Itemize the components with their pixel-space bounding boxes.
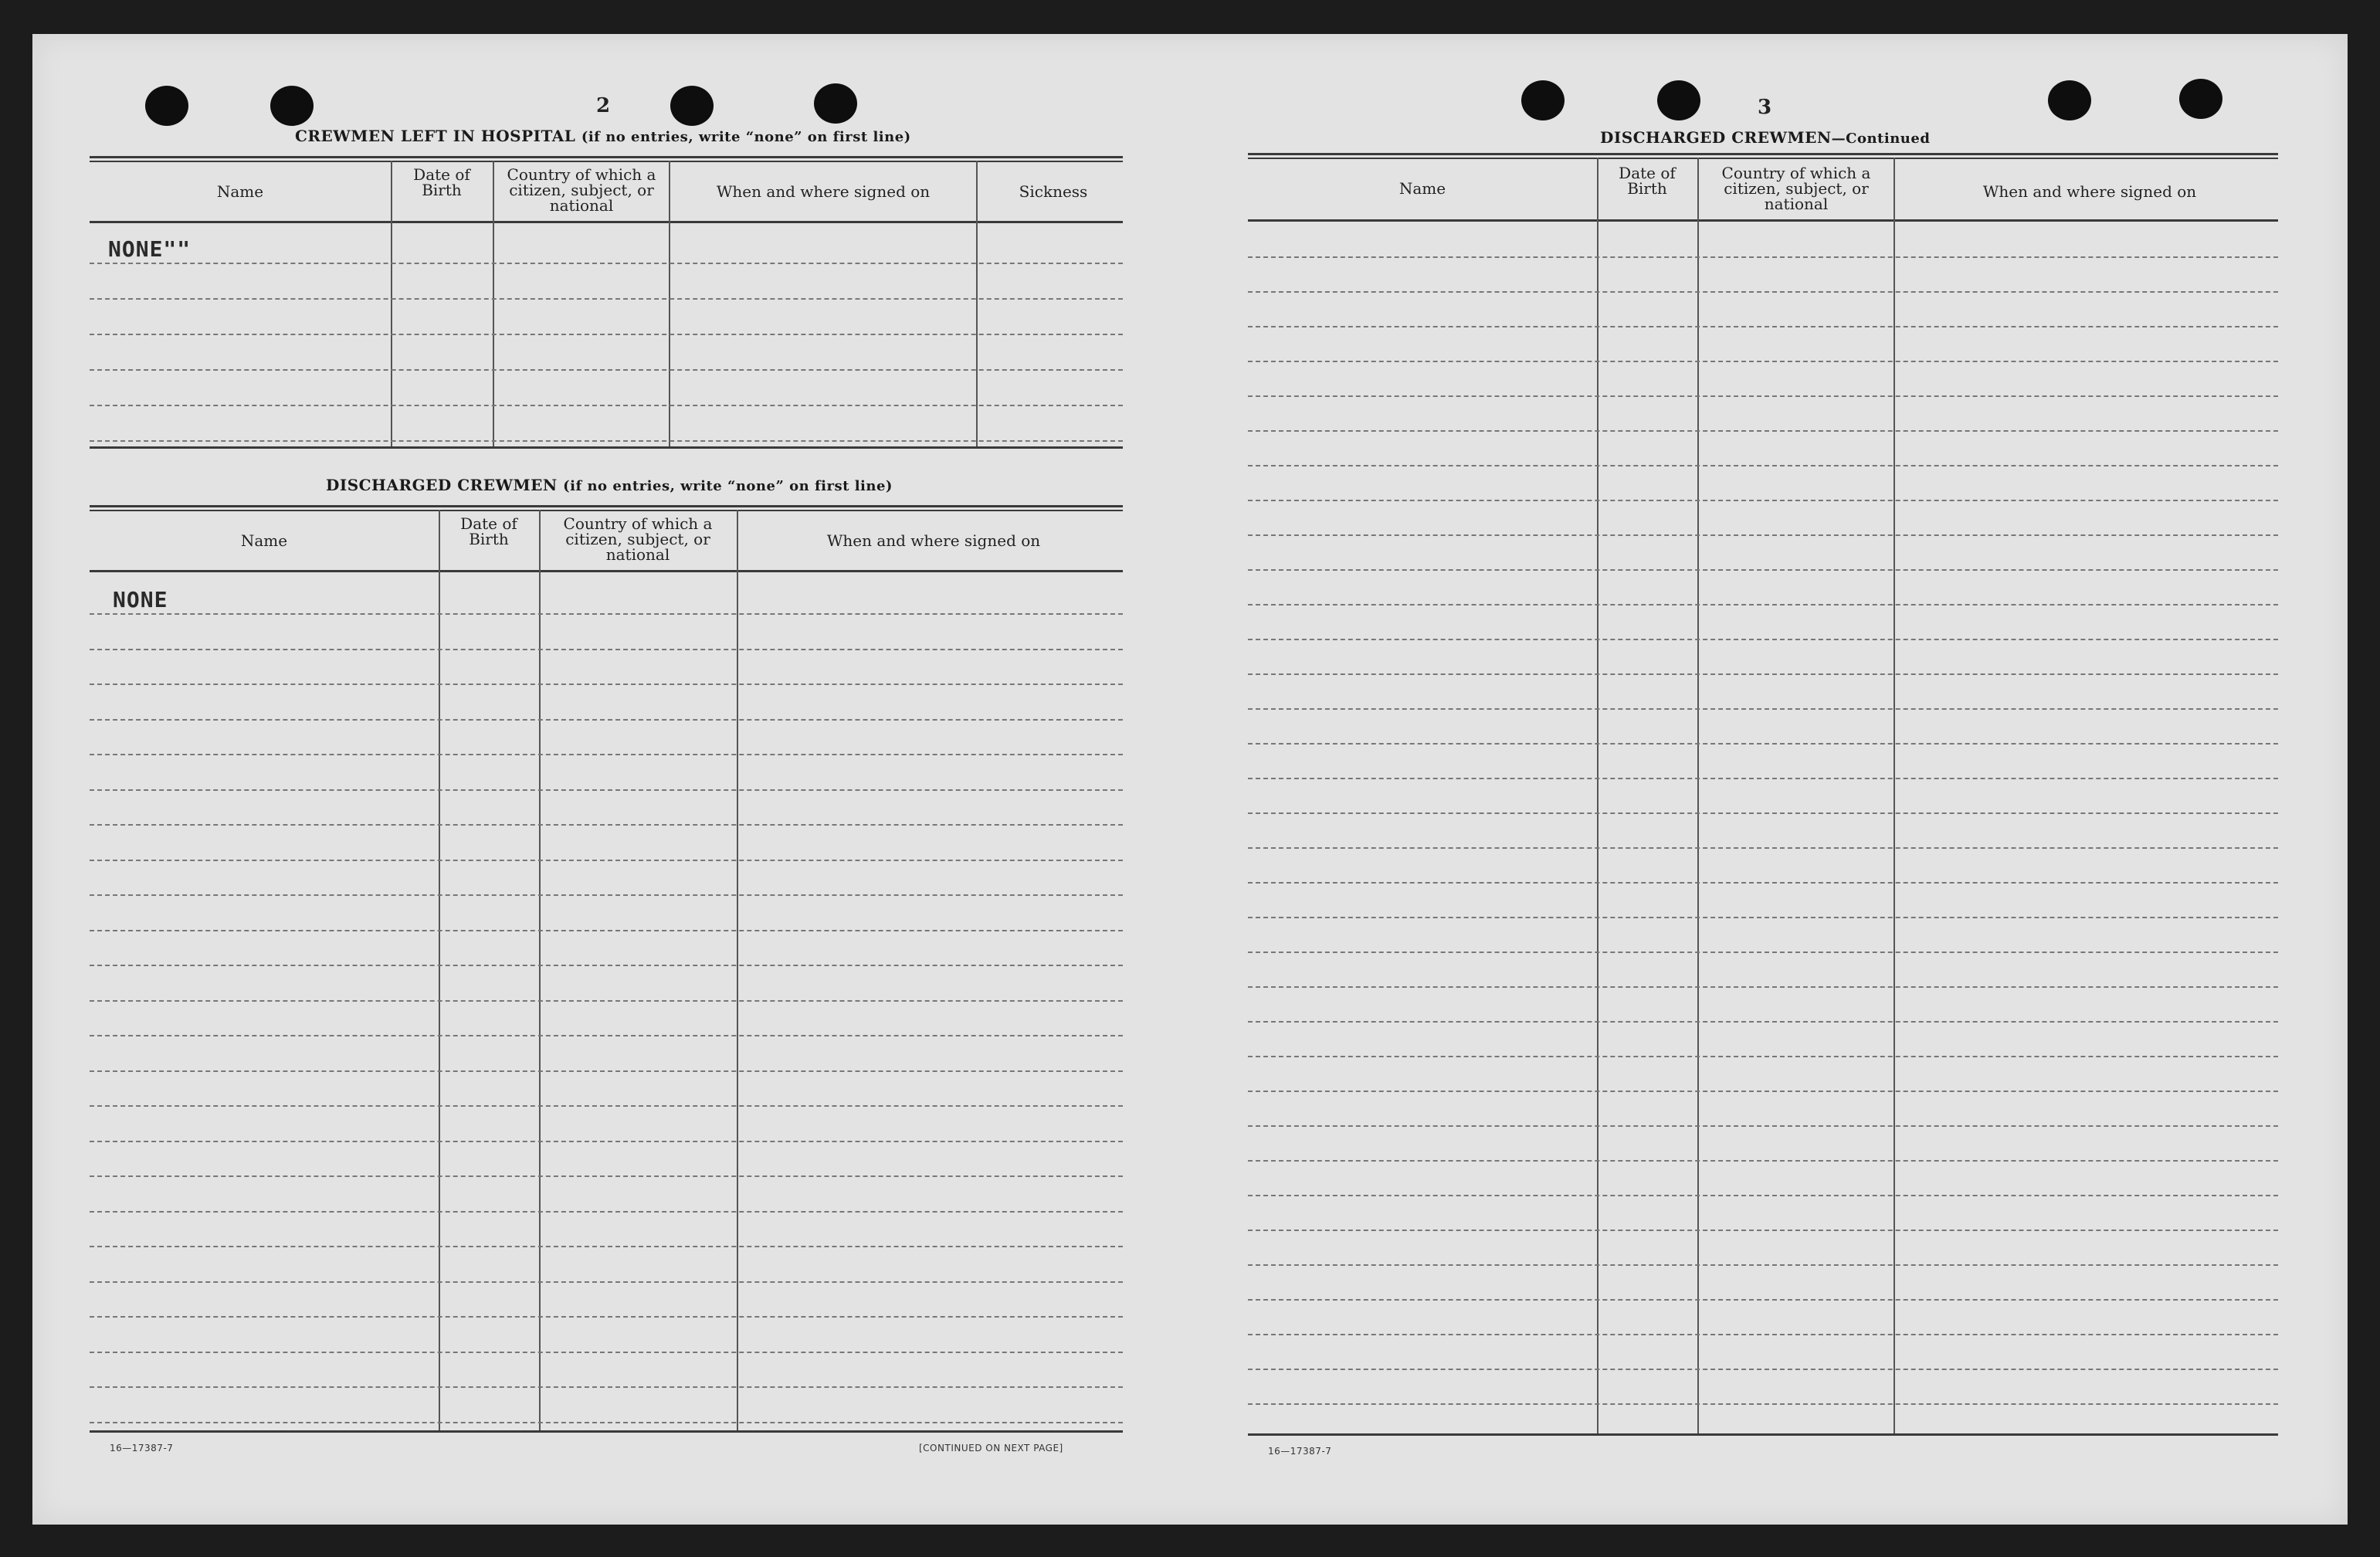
punch-hole: [2048, 80, 2091, 120]
col-header-country: Country of which a citizen, subject, or national: [563, 514, 713, 564]
entry-line: [90, 298, 1123, 300]
entry-line: [90, 824, 1123, 826]
entry-line: [90, 649, 1123, 650]
punch-hole: [270, 86, 314, 126]
entry-line: [90, 860, 1123, 861]
entry-line: [90, 1141, 1123, 1142]
entry-line: [90, 1422, 1123, 1423]
col-header-country: Country of which a citizen, subject, or national: [1721, 164, 1871, 213]
column-divider: [391, 161, 392, 446]
entry-line: [90, 930, 1123, 931]
discharged-header-rule: [90, 570, 1123, 572]
page-number-right: 3: [1758, 96, 1772, 119]
column-divider: [1893, 158, 1895, 1433]
entry-line: [1248, 1195, 2278, 1196]
discharged-top-rule: [90, 505, 1123, 507]
discharged-section-title: DISCHARGED CREWMEN (if no entries, write “none” on first line): [326, 476, 893, 494]
entry-line: [1248, 1299, 2278, 1301]
entry-line: [90, 334, 1123, 335]
entry-line: [90, 894, 1123, 896]
col-header-country: Country of which a citizen, subject, or national: [507, 165, 656, 215]
entry-line: [1248, 534, 2278, 536]
entry-line: [90, 1175, 1123, 1177]
entry-line: [90, 405, 1123, 406]
hospital-section-title: CREWMEN LEFT IN HOSPITAL (if no entries, write “none” on first line): [295, 127, 911, 145]
entry-line: [1248, 847, 2278, 849]
entry-line: [1248, 604, 2278, 606]
entry-line: [1248, 1403, 2278, 1405]
entry-line: [1248, 743, 2278, 745]
entry-line: [90, 754, 1123, 755]
right-bottom-rule: [1248, 1433, 2278, 1436]
entry-line: [90, 263, 1123, 264]
discharged-continued-title: DISCHARGED CREWMEN—Continued: [1600, 128, 1931, 147]
entry-line: [90, 440, 1123, 442]
col-header-when-where: When and where signed on: [1982, 182, 2197, 201]
entry-line: [90, 1035, 1123, 1036]
hospital-header-rule: [90, 221, 1123, 223]
form-code-right: 16—17387-7: [1268, 1446, 1332, 1457]
entry-line: [1248, 1021, 2278, 1023]
entry-line: [1248, 500, 2278, 501]
entry-line: [1248, 708, 2278, 710]
entry-line: [1248, 1091, 2278, 1092]
entry-line: [1248, 291, 2278, 293]
entry-line: [1248, 986, 2278, 988]
entry-line: [1248, 430, 2278, 432]
col-header-date-of-birth: Date of Birth: [1619, 164, 1676, 198]
entry-line: [1248, 465, 2278, 466]
entry-line: [90, 1070, 1123, 1072]
entry-line: [1248, 1056, 2278, 1057]
column-divider: [1697, 158, 1699, 1433]
entry-line: [90, 789, 1123, 791]
entry-line: [90, 369, 1123, 371]
entry-line: [90, 1316, 1123, 1318]
continued-note: [CONTINUED ON NEXT PAGE]: [919, 1443, 1063, 1454]
entry-line: [1248, 395, 2278, 397]
col-header-when-where: When and where signed on: [826, 531, 1041, 550]
column-divider: [493, 161, 494, 446]
entry-line: [1248, 361, 2278, 362]
col-header-date-of-birth: Date of Birth: [460, 514, 517, 548]
entry-line: [1248, 952, 2278, 953]
entry-line: [90, 1386, 1123, 1388]
punch-hole: [145, 86, 188, 126]
discharged-top-rule: [90, 510, 1123, 511]
entry-line: [90, 1211, 1123, 1213]
column-divider: [669, 161, 670, 446]
col-header-name: Name: [1399, 179, 1446, 198]
entry-line: [90, 1246, 1123, 1247]
col-header-sickness: Sickness: [1019, 182, 1088, 201]
entry-line: [1248, 569, 2278, 571]
col-header-name: Name: [216, 182, 264, 201]
entry-line: [1248, 812, 2278, 814]
ledger-sheet: [32, 34, 2348, 1525]
entry-line: [1248, 1334, 2278, 1335]
entry-line: [90, 1000, 1123, 1002]
entry-line: [1248, 778, 2278, 779]
right-header-rule: [1248, 219, 2278, 222]
col-header-name: Name: [240, 531, 288, 550]
right-top-rule: [1248, 158, 2278, 159]
entry-line: [90, 684, 1123, 685]
page-number-left: 2: [596, 94, 611, 117]
entry-line: [1248, 882, 2278, 884]
entry-line: [1248, 917, 2278, 918]
discharged-entry-none: NONE: [113, 587, 168, 612]
punch-hole: [1657, 80, 1700, 120]
entry-line: [90, 1352, 1123, 1353]
entry-line: [1248, 639, 2278, 640]
entry-line: [1248, 1160, 2278, 1162]
punch-hole: [1521, 80, 1565, 120]
hospital-entry-none: NONE"": [108, 236, 192, 262]
entry-line: [1248, 1369, 2278, 1370]
hospital-top-rule: [90, 161, 1123, 162]
entry-line: [90, 965, 1123, 966]
hospital-bottom-rule: [90, 446, 1123, 449]
entry-line: [1248, 673, 2278, 675]
column-divider: [1597, 158, 1599, 1433]
punch-hole: [814, 83, 857, 124]
form-code-left: 16—17387-7: [110, 1443, 174, 1454]
entry-line: [1248, 256, 2278, 258]
hospital-top-rule: [90, 156, 1123, 158]
punch-hole: [2179, 79, 2222, 119]
discharged-bottom-rule: [90, 1430, 1123, 1433]
right-top-rule: [1248, 153, 2278, 155]
entry-line: [1248, 1230, 2278, 1231]
col-header-date-of-birth: Date of Birth: [413, 165, 470, 199]
punch-hole: [670, 86, 714, 126]
column-divider: [976, 161, 978, 446]
entry-line: [1248, 1125, 2278, 1127]
entry-line: [90, 613, 1123, 615]
col-header-when-where: When and where signed on: [716, 182, 931, 201]
entry-line: [90, 1281, 1123, 1283]
entry-line: [1248, 1264, 2278, 1266]
entry-line: [90, 1105, 1123, 1107]
entry-line: [90, 719, 1123, 721]
entry-line: [1248, 326, 2278, 327]
